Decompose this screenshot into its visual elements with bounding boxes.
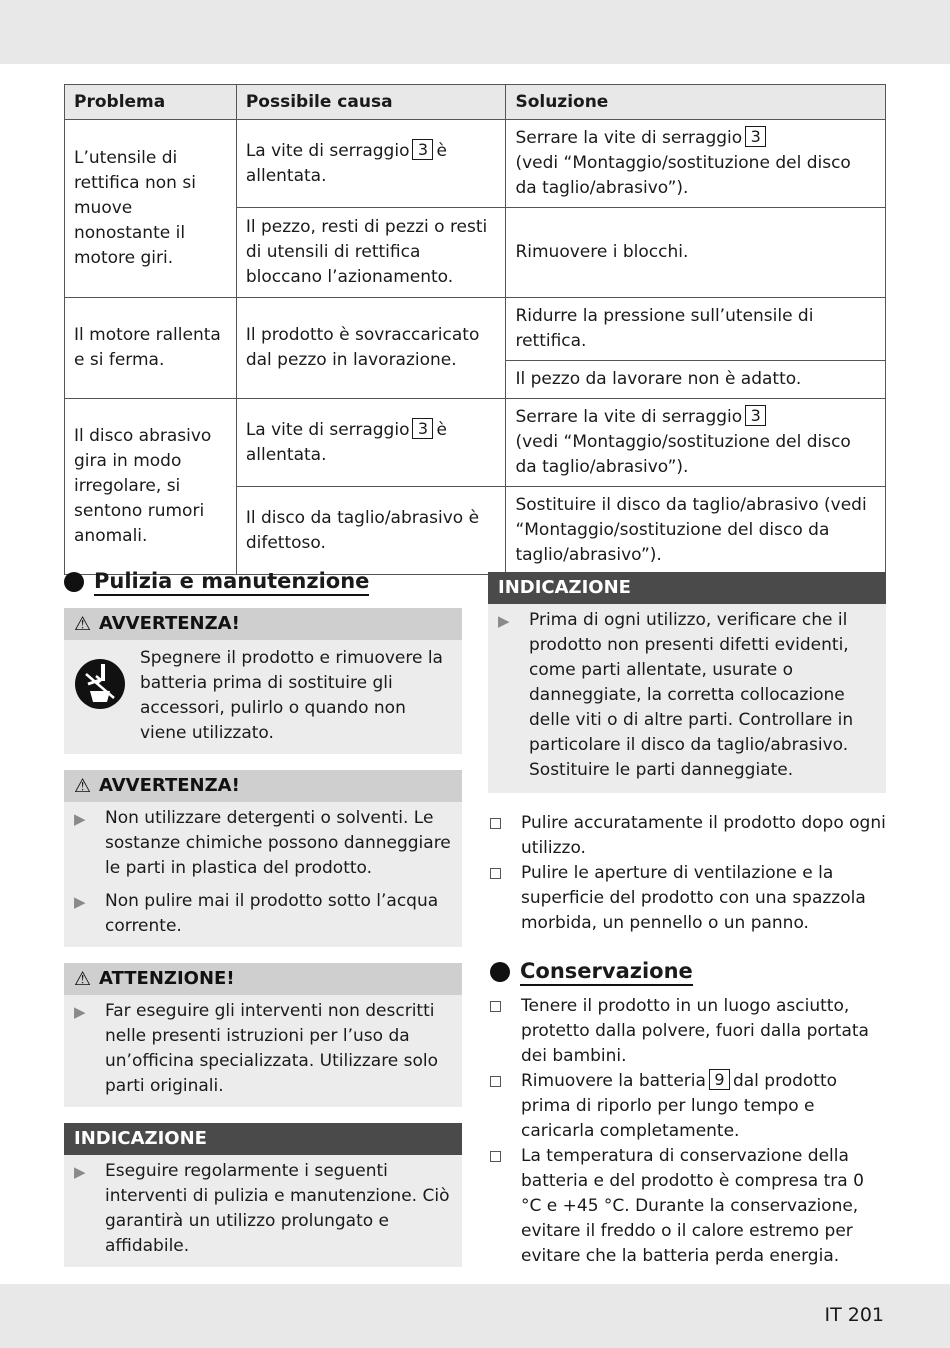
table-header-row — [65, 85, 886, 120]
list-item: ▶ Far eseguire gli interventi non descritti nelle presenti istruzioni per l’uso da un’officina specializzata. Utilizzare solo parti originali. — [74, 999, 452, 1099]
note-box — [64, 1123, 462, 1267]
solution-cell: Serrare la vite di serraggio 3 (vedi “Montaggio/sostituzione del disco da taglio/abrasivo”). — [506, 399, 886, 487]
list-item: Rimuovere la batteria 9 dal prodotto prima di riporlo per lungo tempo e caricarla completamente. — [490, 1069, 886, 1144]
checkbox-bullet-icon — [490, 994, 521, 1069]
caution-box — [64, 963, 462, 1107]
checkbox-bullet-icon — [490, 1144, 521, 1269]
header-problem: Problema — [65, 85, 237, 120]
part-ref: 3 — [745, 405, 766, 426]
warning-triangle-icon: ⚠ — [74, 775, 92, 797]
warning-triangle-icon: ⚠ — [74, 968, 92, 990]
right-column — [488, 572, 886, 1269]
checkbox-bullet-icon — [490, 861, 521, 936]
checkbox-bullet-icon — [490, 811, 521, 861]
arrow-bullet-icon: ▶ — [74, 1003, 86, 1021]
cause-cell: La vite di serraggio 3 è allentata. — [236, 120, 506, 208]
arrow-bullet-icon: ▶ — [74, 893, 86, 911]
list-item: ▶ Eseguire regolarmente i seguenti interventi di pulizia e manutenzione. Ciò garantirà un utilizzo prolungato e affidabile. — [74, 1159, 452, 1259]
part-ref: 3 — [745, 126, 766, 147]
cause-cell: La vite di serraggio 3 è allentata. — [236, 399, 506, 487]
footer-band — [0, 1284, 950, 1348]
list-item: La temperatura di conservazione della batteria e del prodotto è compresa tra 0 °C e +45 °C. Durante la conservazione, evitare il freddo o il calore estremo per evitare che la batteria perda energia. — [490, 1144, 886, 1269]
left-column — [64, 568, 462, 1267]
table-row — [65, 298, 886, 361]
part-ref: 9 — [709, 1069, 730, 1090]
warning-text: Spegnere il prodotto e rimuovere la batteria prima di sostituire gli accessori, pulirlo o quando non viene utilizzato. — [140, 648, 443, 743]
cleaning-steps-list — [488, 811, 886, 936]
arrow-bullet-icon: ▶ — [74, 1163, 86, 1181]
warning-box — [64, 608, 462, 754]
header-solution: Soluzione — [506, 85, 886, 120]
solution-cell: Rimuovere i blocchi. — [506, 208, 886, 298]
bullet-dot-icon — [490, 962, 510, 982]
part-ref: 3 — [412, 418, 433, 439]
warning-box — [64, 770, 462, 947]
header-band — [0, 0, 950, 64]
list-item: ▶ Prima di ogni utilizzo, verificare che il prodotto non presenti difetti evidenti, come parti allentate, usurate o danneggiate, la corretta collocazione delle viti o di altre parti. Controllare in particolare il disco da taglio/abrasivo. Sostituire le parti danneggiate. — [498, 608, 876, 783]
cause-cell: Il prodotto è sovraccaricato dal pezzo in lavorazione. — [236, 298, 506, 399]
list-item: Pulire le aperture di ventilazione e la superficie del prodotto con una spazzola morbida, un pennello o un panno. — [490, 861, 886, 936]
list-item: ▶ Non pulire mai il prodotto sotto l’acqua corrente. — [74, 889, 452, 939]
arrow-bullet-icon: ▶ — [498, 612, 510, 630]
note-box — [488, 572, 886, 793]
page-number: IT 201 — [824, 1304, 884, 1326]
solution-cell: Serrare la vite di serraggio 3 (vedi “Montaggio/sostituzione del disco da taglio/abrasivo”). — [506, 120, 886, 208]
solution-cell: Il pezzo da lavorare non è adatto. — [506, 361, 886, 399]
cause-cell: Il pezzo, resti di pezzi o resti di utensili di rettifica bloccano l’azionamento. — [236, 208, 506, 298]
table-row — [65, 399, 886, 487]
unplug-battery-icon — [74, 658, 126, 710]
problem-cell: L’utensile di rettifica non si muove nonostante il motore giri. — [65, 120, 237, 298]
warning-triangle-icon: ⚠ — [74, 613, 92, 635]
bullet-dot-icon — [64, 572, 84, 592]
warning-header: ⚠ AVVERTENZA! — [64, 770, 462, 802]
caution-header: ⚠ ATTENZIONE! — [64, 963, 462, 995]
note-header: INDICAZIONE — [64, 1123, 462, 1155]
solution-cell: Sostituire il disco da taglio/abrasivo (vedi “Montaggio/sostituzione del disco da taglio/abrasivo”). — [506, 487, 886, 575]
note-header: INDICAZIONE — [488, 572, 886, 604]
section-storage-title: Conservazione — [488, 958, 886, 986]
troubleshooting-table — [64, 84, 886, 575]
solution-cell: Ridurre la pressione sull’utensile di rettifica. — [506, 298, 886, 361]
table-row — [65, 120, 886, 208]
list-item: Pulire accuratamente il prodotto dopo ogni utilizzo. — [490, 811, 886, 861]
problem-cell: Il motore rallenta e si ferma. — [65, 298, 237, 399]
storage-list — [488, 994, 886, 1269]
header-cause: Possibile causa — [236, 85, 506, 120]
list-item: ▶ Non utilizzare detergenti o solventi. Le sostanze chimiche possono danneggiare le parti in plastica del prodotto. — [74, 806, 452, 881]
checkbox-bullet-icon — [490, 1069, 521, 1144]
list-item: Tenere il prodotto in un luogo asciutto, protetto dalla polvere, fuori dalla portata dei bambini. — [490, 994, 886, 1069]
section-cleaning-title: Pulizia e manutenzione — [64, 568, 462, 596]
arrow-bullet-icon: ▶ — [74, 810, 86, 828]
warning-header: ⚠ AVVERTENZA! — [64, 608, 462, 640]
problem-cell: Il disco abrasivo gira in modo irregolare, si sentono rumori anomali. — [65, 399, 237, 575]
part-ref: 3 — [412, 139, 433, 160]
cause-cell: Il disco da taglio/abrasivo è difettoso. — [236, 487, 506, 575]
